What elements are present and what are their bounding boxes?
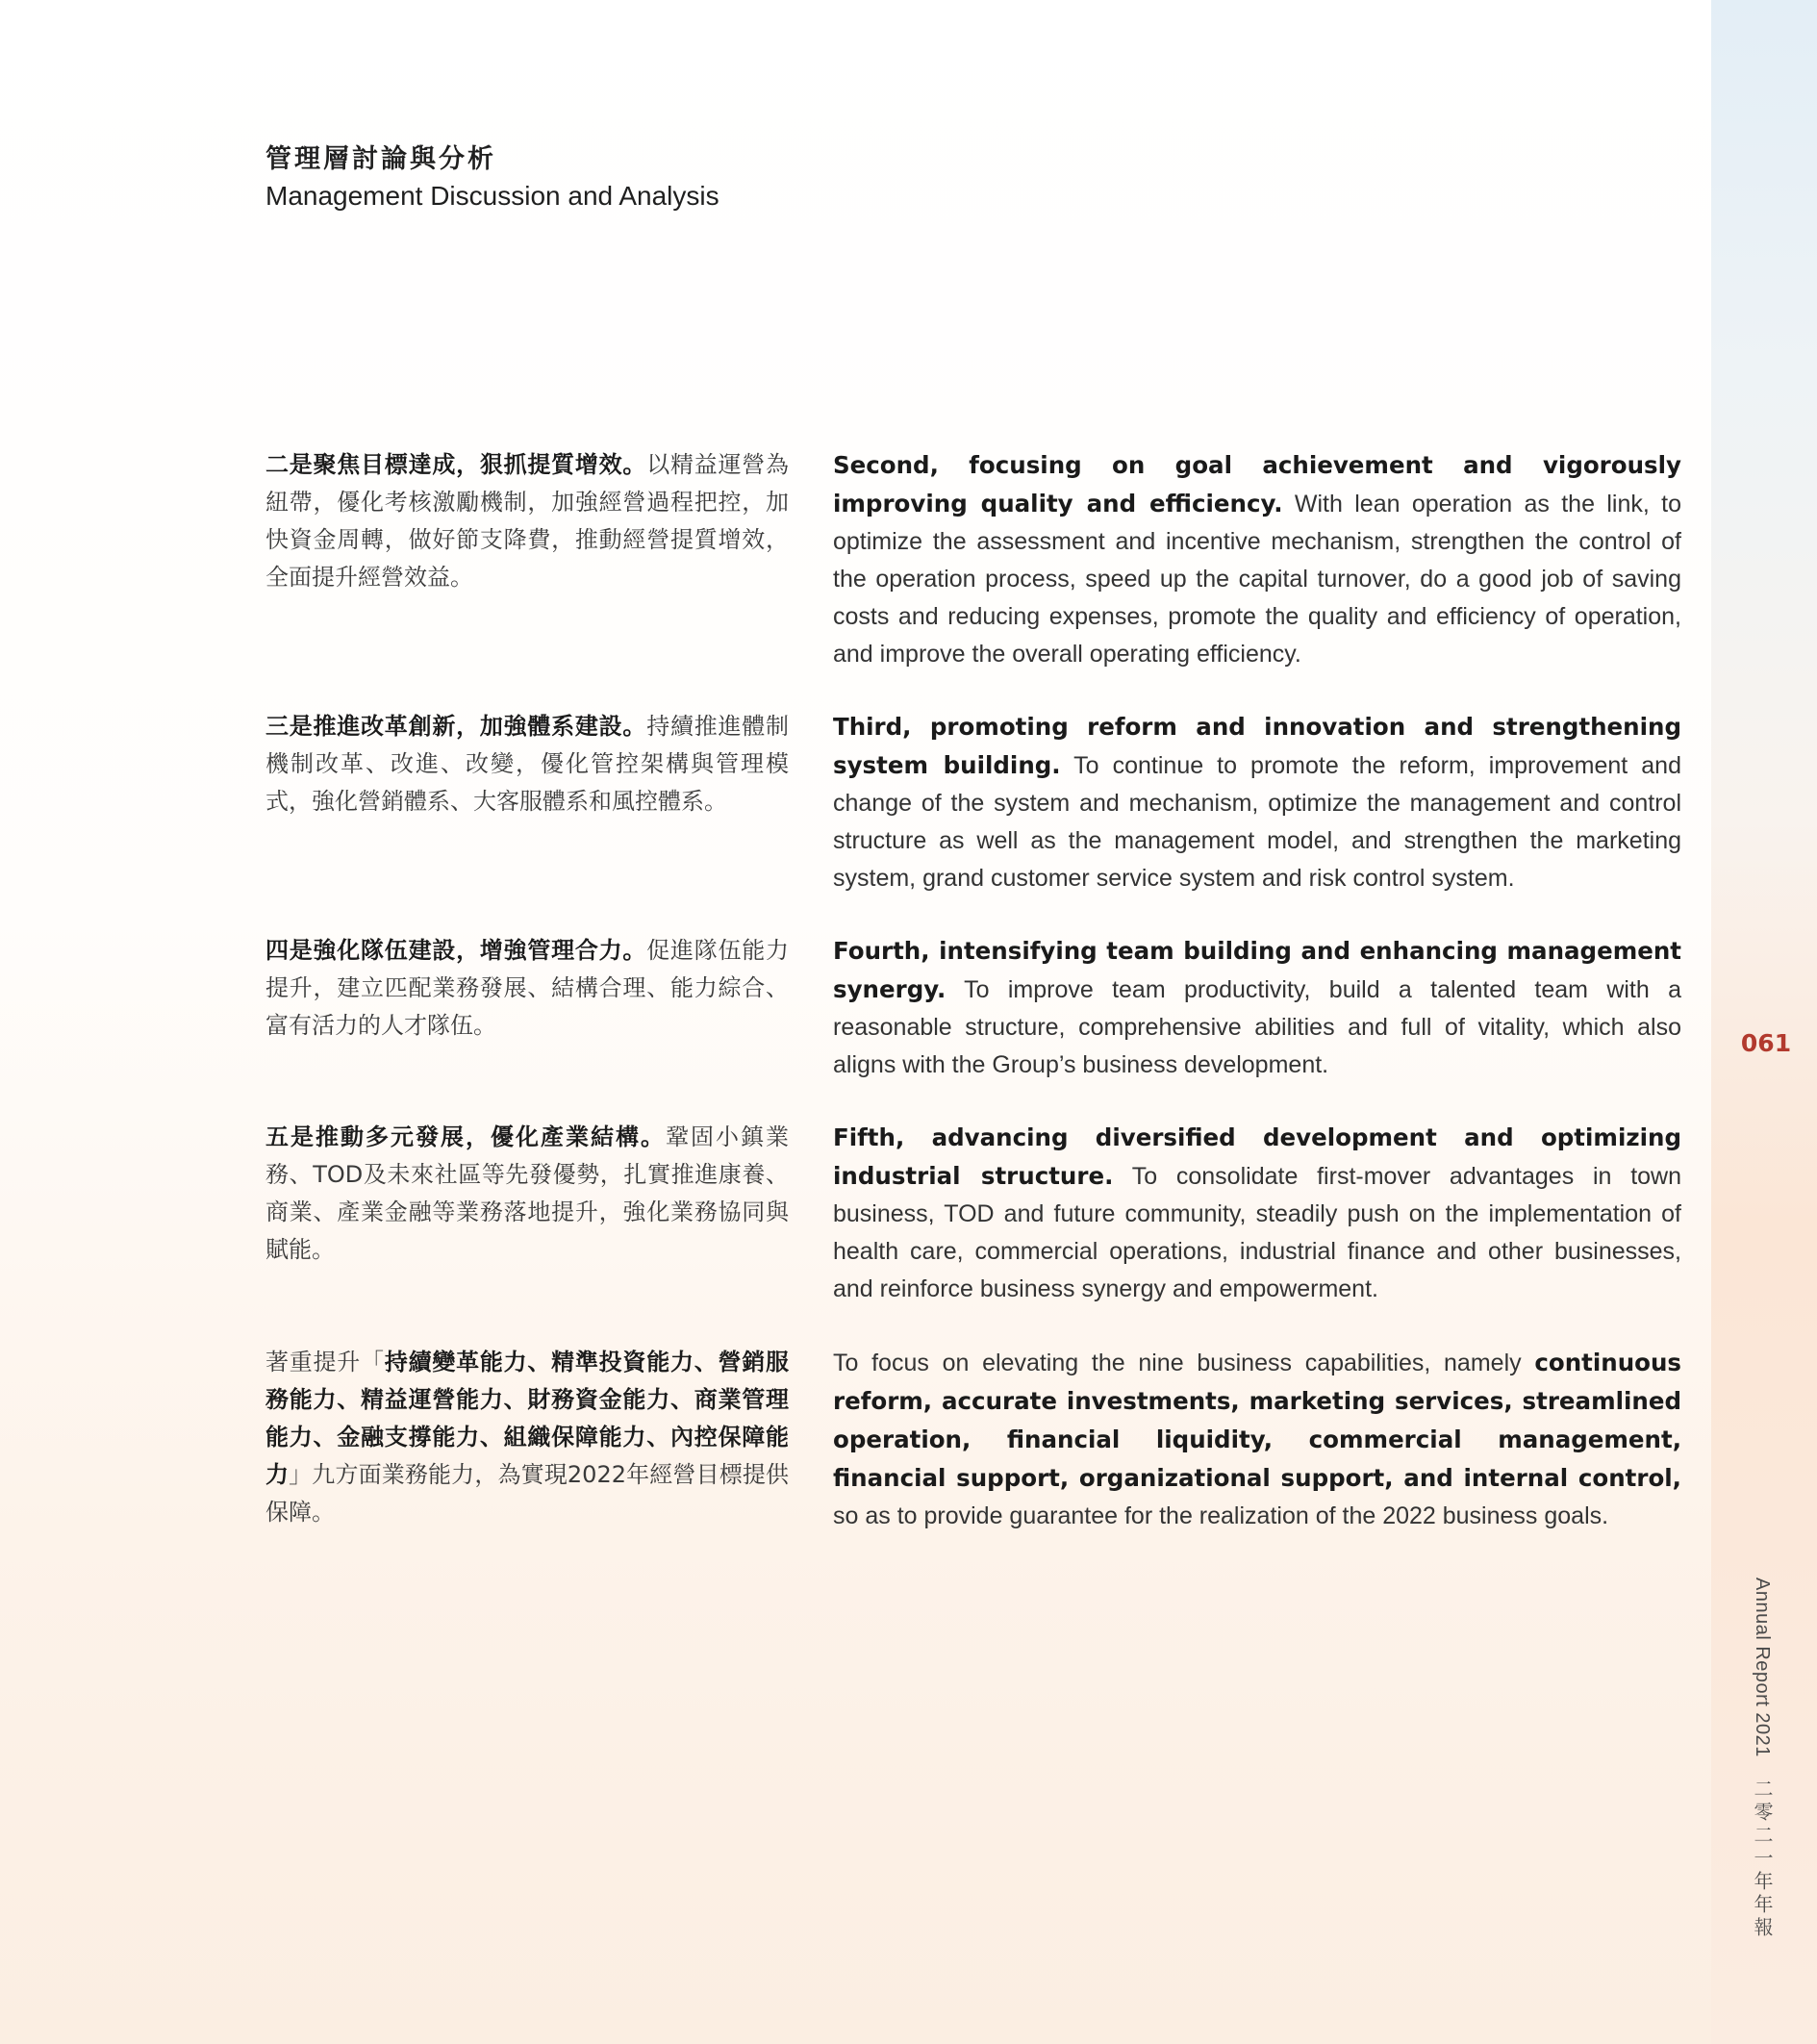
paragraph-zh-3-body: 促進隊伍能力提升，建立匹配業務發展、結構合理、能力綜合、富有活力的人才隊伍。: [265, 937, 790, 1039]
paragraph-en-4-heading: Fifth, advancing diversified development and optimizing industrial structure.: [833, 1123, 1681, 1190]
paragraph-en-4: [833, 1119, 1681, 1308]
page-title-en: Management Discussion and Analysis: [265, 181, 719, 211]
paragraph-en-3-body: To improve team productivity, build a talented team with a reasonable structure, comprehensive abilities and full of vitality, which also aligns with the Group’s business development.: [833, 976, 1681, 1078]
paragraph-en-5-post: so as to provide guarantee for the realization of the 2022 business goals.: [833, 1502, 1609, 1529]
paragraph-en-1-body: With lean operation as the link, to optimize the assessment and incentive mechanism, strengthen the control of the operation process, speed up the capital turnover, do a good job of saving costs and reducing expenses, promote the quality and efficiency of operation, and improve the overall operating efficiency.: [833, 491, 1681, 668]
paragraph-en-1-heading: Second, focusing on goal achievement and vigorously improving quality and efficiency.: [833, 451, 1681, 517]
paragraph-zh-1: [265, 446, 789, 596]
paragraph-zh-4: [265, 1119, 789, 1269]
paragraph-zh-3: [265, 932, 789, 1045]
paragraph-en-5-capabilities: continuous reform, accurate investments, marketing services, streamlined operation, financial liquidity, commercial management, financial support, organizational support, and internal control,: [833, 1349, 1681, 1492]
paragraph-zh-2-heading: 三是推進改革創新，加強體系建設。: [265, 713, 647, 740]
page-header: [265, 142, 719, 214]
paragraph-en-1: [833, 446, 1681, 673]
paragraph-en-5-pre: To focus on elevating the nine business capabilities, namely: [833, 1350, 1535, 1376]
paragraph-zh-3-heading: 四是強化隊伍建設，增強管理合力。: [265, 937, 647, 964]
paragraph-zh-5-pre: 著重提升「: [265, 1349, 385, 1375]
paragraph-en-2-body: To continue to promote the reform, improvement and change of the system and mechanism, optimize the management and control structure as well as the management model, and strengthen the marketing system, grand customer service system and risk control system.: [833, 752, 1681, 892]
paragraph-en-5: [833, 1344, 1681, 1535]
paragraph-zh-4-body: 鞏固小鎮業務、TOD及未來社區等先發優勢，扎實推進康養、商業、產業金融等業務落地提升，強化業務協同與賦能。: [265, 1123, 789, 1263]
paragraph-en-4-body: To consolidate first-mover advantages in town business, TOD and future community, steadily push on the implementation of health care, commercial operations, industrial finance and other businesses, and reinforce business synergy and empowerment.: [833, 1163, 1682, 1302]
paragraph-zh-1-body: 以精益運營為紐帶，優化考核激勵機制，加強經營過程把控，加快資金周轉，做好節支降費，推動經營提質增效，全面提升經營效益。: [265, 451, 790, 591]
paragraph-zh-4-heading: 五是推動多元發展，優化產業結構。: [265, 1123, 666, 1150]
paragraph-en-3-heading: Fourth, intensifying team building and enhancing management synergy.: [833, 937, 1681, 1003]
paragraph-zh-1-heading: 二是聚焦目標達成，狠抓提質增效。: [265, 451, 647, 478]
paragraph-zh-2: [265, 708, 789, 820]
annual-report-caption-zh: 二零二一年年報: [1751, 1778, 1774, 1940]
paragraph-zh-2-body: 持續推進體制機制改革、改進、改變，優化管控架構與管理模式，強化營銷體系、大客服體系和風控體系。: [265, 713, 790, 815]
annual-report-caption: [1749, 1577, 1777, 1940]
annual-report-caption-en: Annual Report 2021: [1752, 1577, 1773, 1757]
paragraph-zh-5: [265, 1344, 789, 1531]
page-number: 061: [1740, 1029, 1792, 1057]
page-title-zh: 管理層討論與分析: [265, 144, 496, 174]
paragraph-en-2: [833, 708, 1681, 897]
paragraph-zh-5-capabilities: 持續變革能力、精準投資能力、營銷服務能力、精益運營能力、財務資金能力、商業管理能力、金融支撐能力、組織保障能力、內控保障能力: [265, 1349, 790, 1488]
paragraph-en-3: [833, 932, 1681, 1084]
paragraph-en-2-heading: Third, promoting reform and innovation and strengthening system building.: [833, 713, 1681, 779]
paragraph-zh-5-post: 」九方面業務能力，為實現2022年經營目標提供保障。: [265, 1461, 790, 1526]
